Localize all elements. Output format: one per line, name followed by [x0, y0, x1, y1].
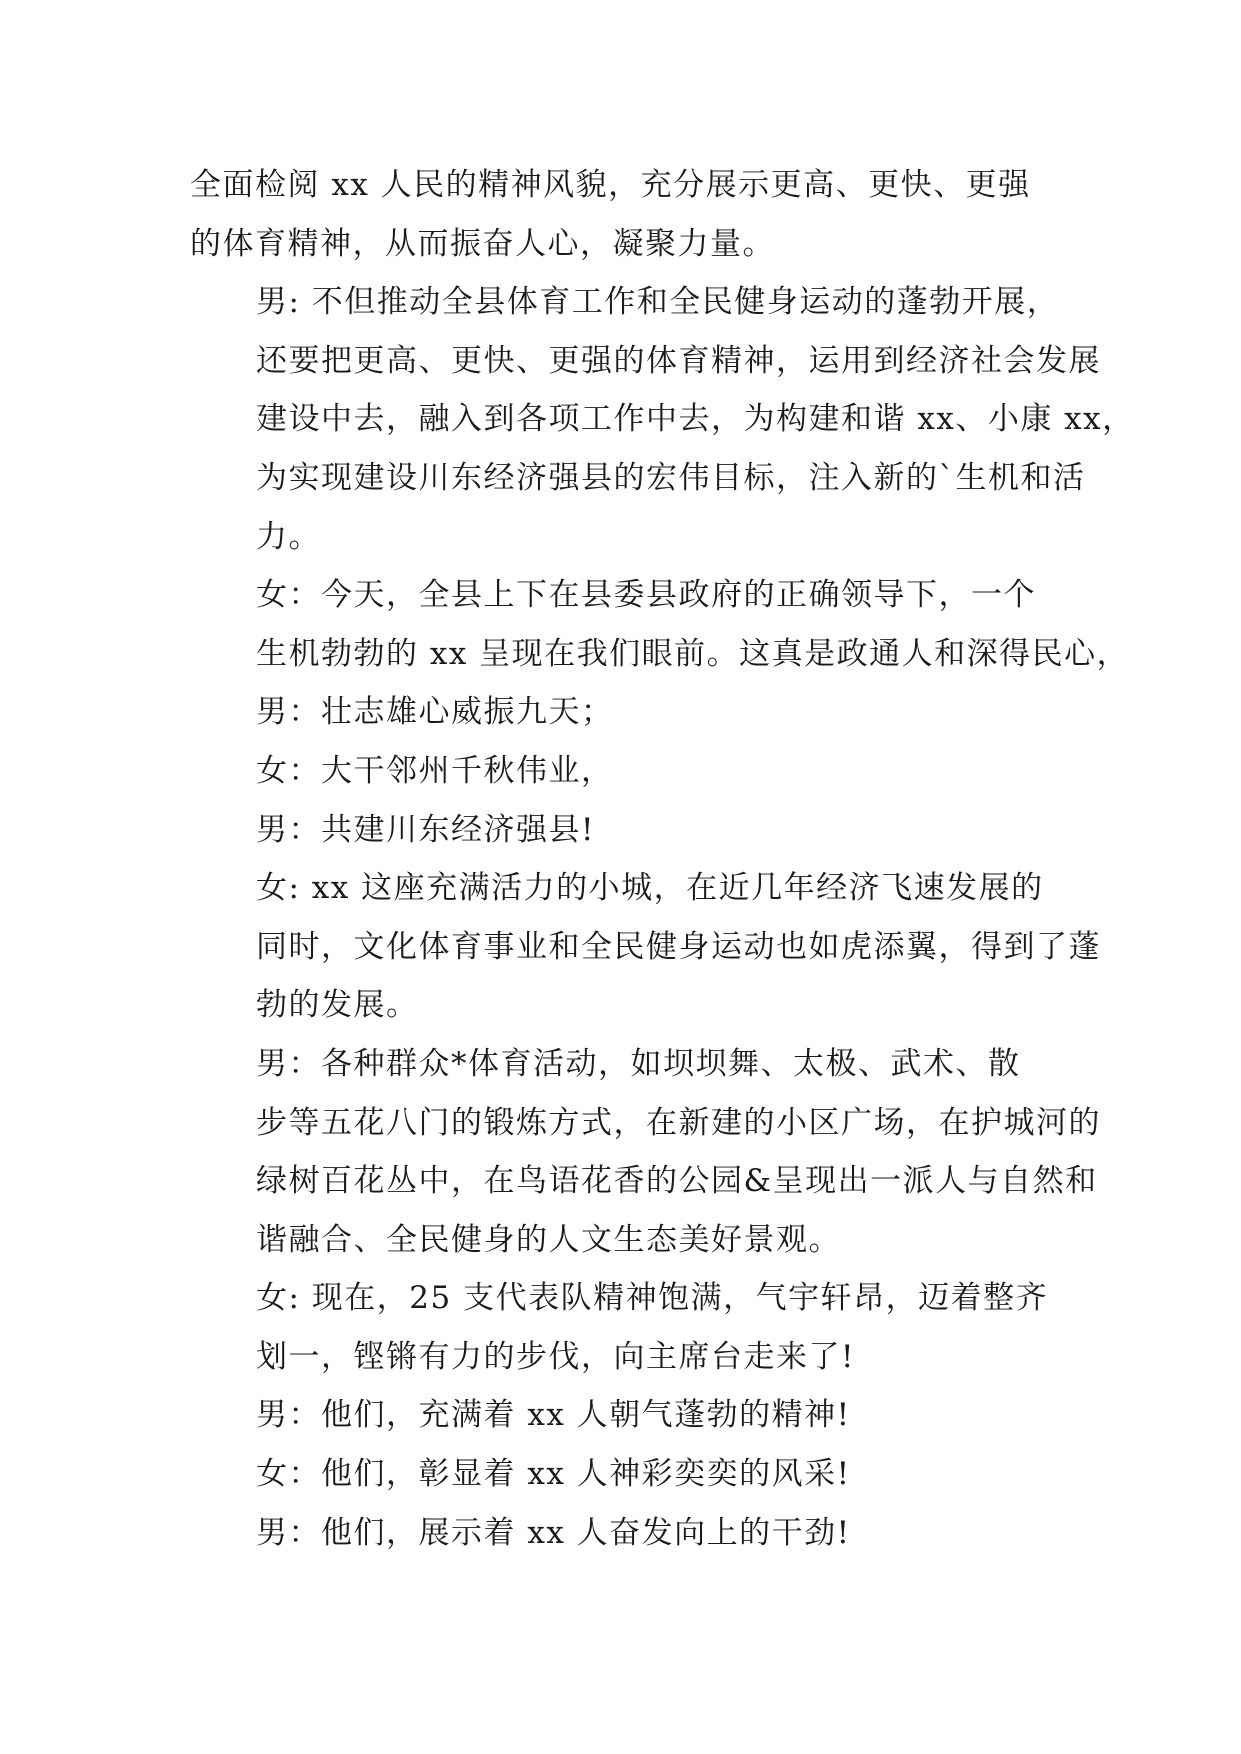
paragraph: [190, 683, 1090, 742]
text-line: 生机勃勃的 xx 呈现在我们眼前。这真是政通人和深得民心，: [256, 635, 1130, 672]
paragraph: [190, 801, 1090, 860]
text-line: 为实现建设川东经济强县的宏伟目标，注入新的`生机和活: [256, 459, 1086, 496]
paragraph: [190, 859, 1101, 1035]
text-line: 建设中去，融入到各项工作中去，为构建和谐 xx、小康 xx，: [256, 401, 1135, 438]
text-line: 步等五花八门的锻炼方式，在新建的小区广场，在护城河的: [256, 1104, 1101, 1141]
paragraph: [190, 1445, 1090, 1504]
text-line: 谐融合、全民健身的人文生态美好景观。: [256, 1221, 841, 1258]
text-line: 男：他们，充满着 xx 人朝气蓬勃的精神!: [256, 1397, 851, 1434]
text-line: 女：他们，彰显着 xx 人神彩奕奕的风采!: [256, 1456, 851, 1493]
text-line: 男: 不但推动全县体育工作和全民健身运动的蓬勃开展，: [256, 284, 1060, 321]
text-line: 绿树百花丛中，在鸟语花香的公园&呈现出一派人与自然和: [256, 1163, 1098, 1200]
text-line: 女: 现在，25 支代表队精神饱满，气宇轩昂，迈着整齐: [256, 1280, 1049, 1317]
text-line: 的体育精神，从而振奋人心，凝聚力量。: [190, 225, 775, 262]
text-line: 力。: [256, 518, 321, 555]
document-body: [190, 156, 1135, 1562]
text-line: 全面检阅 xx 人民的精神风貌，充分展示更高、更快、更强: [190, 167, 1031, 203]
text-line: 女: xx 这座充满活力的小城，在近几年经济飞速发展的: [256, 870, 1044, 907]
text-line: 男：壮志雄心威振九天；: [256, 694, 614, 731]
paragraph: [190, 156, 1090, 273]
paragraph: [190, 1269, 1090, 1386]
paragraph: [190, 273, 1135, 566]
paragraph: [190, 1035, 1101, 1269]
text-line: 女：大干邻州千秋伟业，: [256, 752, 614, 789]
paragraph: [190, 566, 1130, 683]
paragraph: [190, 742, 1090, 801]
text-line: 还要把更高、更快、更强的体育精神，运用到经济社会发展: [256, 342, 1101, 379]
text-line: 男：共建川东经济强县!: [256, 811, 595, 848]
text-line: 划一，铿锵有力的步伐，向主席台走来了!: [256, 1338, 855, 1375]
paragraph: [190, 1504, 1090, 1563]
text-line: 男：各种群众*体育活动，如坝坝舞、太极、武术、散: [256, 1045, 1021, 1082]
text-line: 女：今天，全县上下在县委县政府的正确领导下，一个: [256, 577, 1036, 614]
text-line: 男：他们，展示着 xx 人奋发向上的干劲!: [256, 1514, 851, 1551]
paragraph: [190, 1386, 1090, 1445]
text-line: 勃的发展。: [256, 987, 419, 1024]
text-line: 同时，文化体育事业和全民健身运动也如虎添翼，得到了蓬: [256, 928, 1101, 965]
